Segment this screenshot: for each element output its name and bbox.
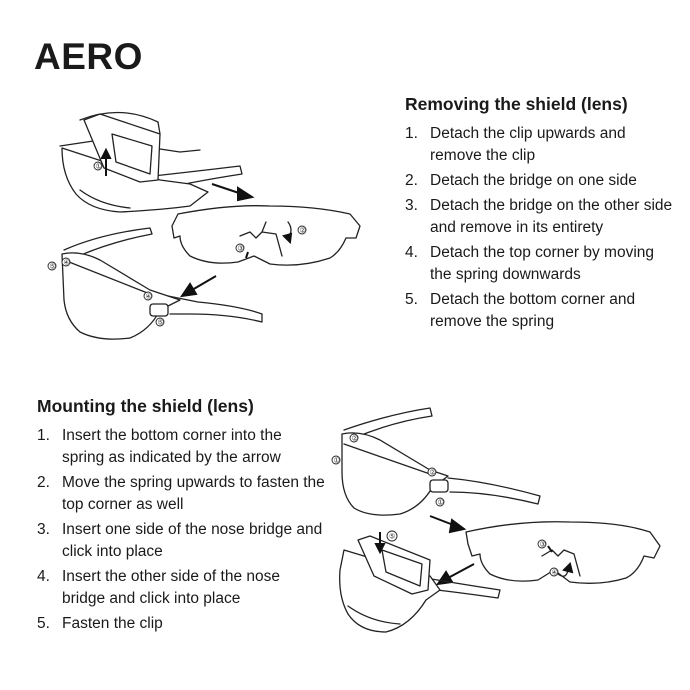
marker-2a: ② — [351, 434, 358, 443]
mounting-steps — [37, 425, 327, 635]
marker-1a: ① — [333, 456, 340, 465]
glasses-with-spring-drawing — [332, 408, 540, 515]
marker-1: ① — [95, 162, 102, 171]
removing-step-2: 2. Detach the bridge on one side — [405, 172, 637, 189]
removal-illustration — [40, 110, 380, 350]
mounting-heading: Mounting the shield (lens) — [37, 396, 254, 416]
marker-5c: ⑤ — [389, 532, 396, 541]
removing-step-1: 1. Detach the clip upwards and remove the clip — [405, 125, 626, 164]
marker-5a: ⑤ — [49, 262, 56, 271]
removing-steps — [405, 123, 675, 333]
marker-4b: ④ — [145, 292, 152, 301]
shield-bridge-mount-drawing — [466, 522, 660, 584]
shield-with-bridge-drawing — [172, 206, 360, 265]
marker-2: ② — [299, 226, 306, 235]
glasses-with-clip-drawing — [60, 112, 242, 212]
marker-3a: ③ — [539, 540, 546, 549]
mounting-step-1: 1. Insert the bottom corner into the spring as indicated by the arrow — [37, 427, 282, 466]
mounting-illustration — [330, 400, 680, 650]
mounting-step-4: 4. Insert the other side of the nose bridge and click into place — [37, 568, 280, 607]
mounting-section — [37, 396, 327, 638]
removing-step-5: 5. Detach the bottom corner and remove the spring — [405, 291, 636, 330]
marker-4c: ④ — [551, 568, 558, 577]
marker-1b: ① — [437, 498, 444, 507]
removing-step-4: 4. Detach the top corner by moving the spring downwards — [405, 244, 655, 283]
marker-2b: ② — [429, 468, 436, 477]
page-title: AERO — [34, 36, 143, 77]
marker-4a: ④ — [63, 258, 70, 267]
removing-section — [405, 94, 675, 336]
marker-5b: ⑤ — [157, 318, 164, 327]
mounting-step-5: 5. Fasten the clip — [37, 615, 163, 632]
marker-3: ③ — [237, 244, 244, 253]
mounting-step-3: 3. Insert one side of the nose bridge and click into place — [37, 521, 323, 560]
removing-heading: Removing the shield (lens) — [405, 94, 628, 114]
removing-step-3: 3. Detach the bridge on the other side and remove in its entirety — [405, 197, 673, 236]
mounting-step-2: 2. Move the spring upwards to fasten the top corner as well — [37, 474, 325, 513]
